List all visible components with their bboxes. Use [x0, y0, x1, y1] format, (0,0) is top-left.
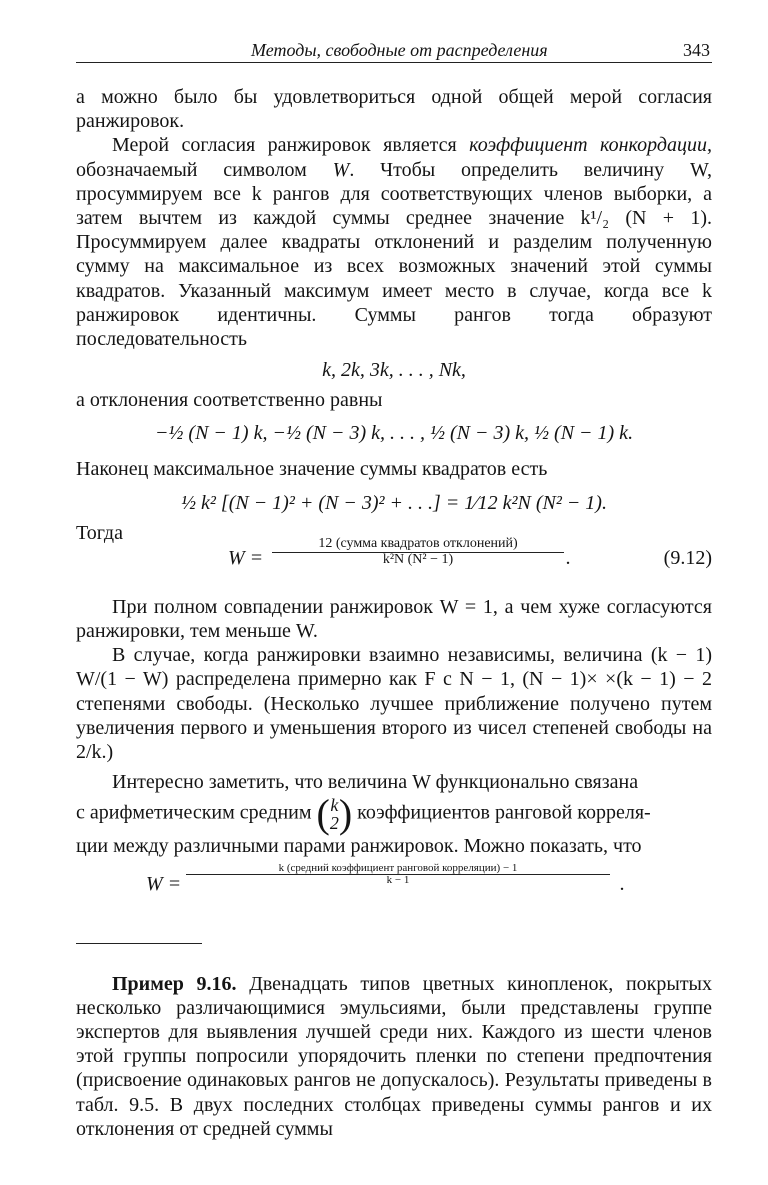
p8b-post: коэффициентов ранговой корреля-	[357, 802, 651, 825]
p2-start: Мерой согласия ранжировок является	[112, 134, 470, 157]
paragraph-independent: В случае, когда ранжировки взаимно независимы, величина (k − 1) W/(1 − W) распределена примерно как F с N − 1, (N − 1)× ×(k − 1) − 2 степенями свободы. (Несколько лучшее приближение получено путем увеличения первого и уменьшения второго из чисел степеней свободы на 2/k.)	[76, 644, 712, 764]
paragraph-max-sum: Наконец максимальное значение суммы квадратов есть	[76, 458, 548, 481]
paragraph-perfect-agreement: При полном совпадении ранжировок W = 1, а чем хуже согласуются ранжировки, тем меньше W.	[76, 595, 712, 643]
page-header	[76, 36, 712, 63]
paragraph-then: Тогда	[76, 521, 123, 544]
w-fraction	[272, 537, 564, 567]
term-concordance: коэффициент конкордации,	[469, 134, 712, 157]
p2-mid: обозначаемый символом	[76, 158, 333, 181]
w-lhs: W =	[228, 546, 264, 569]
w-dot: .	[566, 546, 571, 569]
formula-9-12	[76, 537, 712, 581]
binomial-k-2: ( k 2 )	[316, 791, 353, 837]
w-numerator: 12 (сумма квадратов отклонений)	[272, 537, 564, 553]
paragraph-arithmetic-mean-c: ции между различными парами ранжировок. Можно показать, что	[76, 835, 642, 858]
paragraph-arithmetic-mean-b	[76, 791, 712, 837]
formula-w-mean-rank	[76, 863, 712, 903]
binom-top: k	[330, 795, 339, 816]
paragraph-1: а можно было бы удовлетвориться одной общей мерой согласия ранжировок.	[76, 86, 712, 133]
equation-number: (9.12)	[663, 546, 712, 569]
example-text: Двенадцать типов цветных кинопленок, покрытых несколько различающимися эмульсиями, были представлены группе экспертов для выявления лучшей среди них. Каждого из шести членов этой группы попросили упорядочить пленки по степени предпочтения (присвоение одинаковых рангов не допускалось). Результаты приведены в табл. 9.5. В двух последних столбцах приведены суммы рангов и их отклонения от средней суммы	[76, 972, 712, 1140]
w2-denominator: k − 1	[386, 874, 410, 887]
separator-rule	[76, 943, 202, 944]
paragraph-concordance	[76, 133, 712, 351]
w2-dot: .	[620, 872, 625, 895]
w2-fraction	[186, 863, 610, 887]
binom-bottom: 2	[329, 813, 339, 834]
example-label: Пример 9.16.	[112, 972, 237, 995]
paragraph-deviations: а отклонения соответственно равны	[76, 389, 383, 412]
w2-lhs: W =	[146, 872, 182, 895]
symbol-w: W	[332, 158, 350, 181]
w2-numerator: k (средний коэффициент ранговой корреляции) − 1	[186, 863, 610, 876]
book-page	[76, 36, 712, 1141]
p8b-pre: с арифметическим средним	[76, 802, 312, 825]
w-denominator: k²N (N² − 1)	[382, 551, 454, 567]
running-title: Методы, свободные от распределения	[251, 40, 548, 60]
page-number: 343	[683, 40, 710, 60]
rank-sum-sequence: k, 2k, 3k, . . . , Nk,	[322, 359, 466, 382]
max-sum-formula: ½ k² [(N − 1)² + (N − 3)² + . . .] = 1⁄12 k²N (N² − 1).	[181, 491, 607, 514]
example-9-16	[76, 972, 712, 1141]
p2-rest: . Чтобы определить величину W, просуммируем все k рангов для соответствующих членов выборки, а затем вычтем из каждой суммы среднее значение k¹/₂ (N + 1). Просуммируем далее квадраты отклонений и разделим полученную сумму на максимальное из всех возможных значений этой суммы квадратов. Указанный максимум имеет место в случае, когда все k ранжировок идентичны. Суммы рангов тогда образуют последовательность	[76, 158, 712, 351]
paragraph-arithmetic-mean-a: Интересно заметить, что величина W функционально связана	[112, 771, 639, 794]
deviations-formula: −½ (N − 1) k, −½ (N − 3) k, . . . , ½ (N − 3) k, ½ (N − 1) k.	[154, 422, 634, 445]
